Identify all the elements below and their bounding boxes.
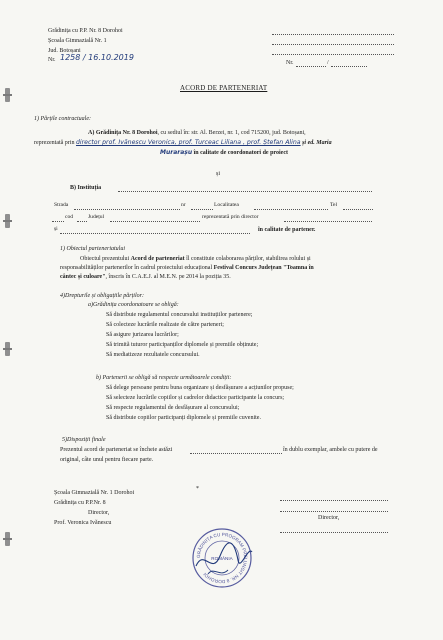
object-text: responsabilităților partenerilor în cadrul proiectului educațional (60, 265, 213, 271)
header-nr-blank (296, 66, 326, 67)
registration-number: 1258 / 16.10.2019 (60, 53, 134, 62)
section-5-heading: 5)Dispoziții finale (62, 437, 106, 443)
partner-obligation: Să delege persoane pentru buna organizare și desfășurare a acțiunilor propuse; (106, 385, 294, 391)
party-b-code-label: cod (65, 214, 74, 220)
party-b-code-blank (52, 221, 64, 222)
punch-hole (3, 94, 12, 96)
party-b-county-label: Județul (88, 214, 105, 220)
stamp-center-text: ROMÂNIA (211, 556, 233, 561)
section-2-heading: 1) Obiectul parteneriatului (60, 246, 125, 252)
signature-right-blank (280, 511, 388, 512)
header-blank-line (272, 54, 394, 55)
party-b-partner-blank (60, 233, 250, 234)
party-a-coordinator-last: Murarașu (160, 149, 193, 156)
party-b-street-blank (74, 209, 180, 210)
party-b-number-blank (191, 209, 213, 210)
party-b-role: în calitate de partener. (258, 227, 316, 233)
mark-symbol: * (196, 486, 199, 492)
party-b-director-blank (284, 221, 372, 222)
party-a-line-1 (88, 130, 306, 136)
coordinator-obligation: Să trimită tuturor participanților diplomele și premiile obținute; (106, 342, 259, 348)
party-b-county-blank (110, 221, 200, 222)
section-1-heading: 1) Părțile contractuale: (34, 116, 91, 122)
festival-name-end: cântec și culoare" (60, 274, 106, 280)
party-a-address: , cu sediul în: str. Al. Berzei, nr. 1, cod 715200, jud. Botoșani, (157, 130, 306, 136)
header-institution-2: Școala Gimnazială Nr. 1 (48, 38, 107, 44)
party-a-role: în calitate de coordonatori de proiect (193, 150, 288, 156)
stamp-ring-text: GRĂDINIȚA CU PROGRAM PRELUNGIT NR. 8 DOROHOI (195, 531, 249, 585)
party-a-label: A) Grădinița (88, 130, 122, 136)
partner-obligation: Să distribuie copiilor participanți diplomele și premiile cuvenite. (106, 415, 261, 421)
punch-hole (3, 220, 12, 222)
header-nr-label: Nr. (286, 60, 294, 66)
party-b-phone-label: Tel (330, 202, 338, 208)
party-a-line-2 (34, 140, 332, 146)
header-nr-blank (331, 66, 367, 67)
party-b-phone-blank (343, 209, 373, 210)
coordinator-obligation: Să mediatizeze rezultatele concursului. (106, 352, 200, 358)
party-b-street-label: Strada (54, 202, 69, 208)
signature-right-role: Director, (318, 515, 340, 521)
final-line-1-end: în dublu exemplar, ambele cu putere de (283, 447, 378, 453)
party-a-coordinators: director prof. Ivănescu Veronica, prof. Turceac Liliana , prof. Ștefan Alina (75, 139, 301, 146)
party-b-code-blank (77, 221, 87, 222)
party-b-city-blank (254, 209, 328, 210)
header-county: Jud. Botoșani (48, 48, 81, 54)
official-stamp (190, 526, 254, 590)
party-a-represented: reprezentată prin (34, 140, 75, 146)
party-b-name-blank (118, 191, 372, 192)
final-line-1-start: Prezentul acord de parteneriat se încheie astăzi (60, 447, 173, 453)
header-blank-line (272, 34, 394, 35)
party-a-name: Nr. 8 Dorohoi (122, 130, 158, 136)
object-line-3 (60, 274, 231, 280)
document-title: ACORD DE PARTENERIAT (180, 84, 268, 92)
party-b-number-label: nr (181, 202, 186, 208)
final-line-2: original, câte unul pentru fiecare parte. (60, 457, 154, 463)
signature-left-name: Prof. Veronica Ivănescu (54, 520, 112, 526)
party-b-and: și (54, 226, 58, 232)
and-connector: și (216, 171, 221, 177)
signature-right-blank (280, 500, 388, 501)
object-agreement-name: Acord de parteneriat (130, 256, 185, 262)
object-text: , înscris în C.A.E.J. al M.E.N. pe 2014 la poziția 35. (105, 274, 231, 280)
party-a-coordinators-suffix: și ed. Maria (302, 140, 332, 146)
header-blank-line (272, 44, 394, 45)
signature-left-school: Școala Gimnazială Nr. 1 Dorohoi (54, 490, 135, 496)
partner-obligations-heading: b) Partenerii se obligă să respecte următoarele condiții: (96, 375, 232, 381)
object-line-2 (60, 265, 314, 271)
punch-hole (3, 348, 12, 350)
object-text: îl constituie colaborarea părților, stabilirea rolului și (186, 256, 311, 262)
date-blank (190, 453, 282, 454)
festival-name: Festival Concurs Județean "Toamna în (213, 265, 314, 271)
party-a-line-3 (160, 150, 288, 156)
signature-left-role: Director, (88, 510, 110, 516)
header-nr-sep: / (327, 60, 329, 66)
partner-obligation: Să selecteze lucrările copiilor și cadrelor didactice participante la concurs; (106, 395, 285, 401)
party-b-represented-label: reprezentată prin director (202, 214, 259, 220)
header-institution-1: Grădinița cu P.P. Nr. 8 Dorohoi (48, 28, 123, 34)
punch-hole (3, 538, 12, 540)
signature-right-blank (280, 532, 388, 533)
coordinator-obligations-heading: a)Grădinița coordonatoare se obligă: (88, 302, 179, 308)
object-text: Obiectul prezentului (80, 256, 130, 262)
party-b-label: B) Instituția (70, 185, 102, 191)
coordinator-obligation: Să asigure jurizarea lucrărilor; (106, 332, 179, 338)
registration-label: Nr. (48, 57, 56, 63)
partner-obligation: Să respecte regulamentul de desfășurare al concursului; (106, 405, 240, 411)
object-line-1 (80, 256, 311, 262)
signature-left-kindergarten: Grădinița cu P.P.Nr. 8 (54, 500, 106, 506)
party-b-city-label: Localitatea (214, 202, 239, 208)
section-4-heading: 4)Drepturile și obligațiile părților: (60, 293, 144, 299)
coordinator-obligation: Să colecteze lucrările realizate de către parteneri; (106, 322, 224, 328)
coordinator-obligation: Să distribuie regulamentul concursului instituțiilor partenere; (106, 312, 253, 318)
